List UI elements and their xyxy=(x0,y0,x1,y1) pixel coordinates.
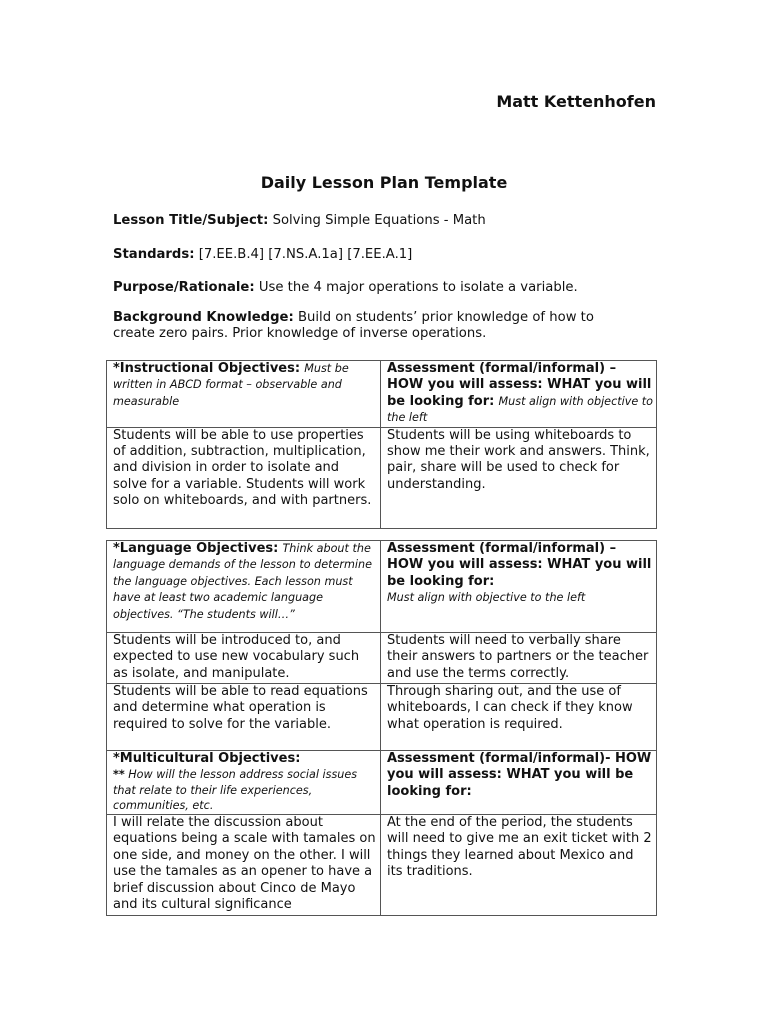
language-assessment-cell: Students will need to verbally share their answers to partners or the teacher and use the terms correctly. xyxy=(381,633,657,684)
lesson-title-field xyxy=(113,213,658,229)
purpose-value: Use the 4 major operations to isolate a variable. xyxy=(258,280,578,295)
multicultural-assessment-header-cell xyxy=(381,751,657,815)
language-objective-cell: Students will be introduced to, and expected to use new vocabulary such as isolate, and manipulate. xyxy=(107,633,381,684)
instructional-header-cell xyxy=(107,361,381,428)
table-row xyxy=(107,427,657,528)
multicultural-objectives-note: How will the lesson address social issues that relate to their life experiences, communities, etc. xyxy=(113,768,358,813)
standards-field xyxy=(113,247,658,263)
table-row xyxy=(107,815,657,916)
language-objective-cell: Students will be able to read equations and determine what operation is required to solve for the variable. xyxy=(107,684,381,751)
multicultural-objectives-heading: *Multicultural Objectives: xyxy=(113,751,301,766)
language-objectives-heading: *Language Objectives: xyxy=(113,541,279,556)
language-assessment-note: Must align with objective to the left xyxy=(387,591,586,605)
standards-value: [7.EE.B.4] [7.NS.A.1a] [7.EE.A.1] xyxy=(198,247,413,262)
multicultural-header-cell xyxy=(107,751,381,815)
instructional-objective-cell: Students will be able to use properties of addition, subtraction, multiplication, and division in order to isolate and solve for a variable. Students will work solo on whiteboards, and with partners. xyxy=(107,427,381,528)
language-assessment-header-cell xyxy=(381,541,657,633)
instructional-objectives-note: Must be written in ABCD format – observable and measurable xyxy=(113,362,349,408)
background-field xyxy=(113,310,638,342)
language-assessment-cell: Through sharing out, and the use of whiteboards, I can check if they know what operation is required. xyxy=(381,684,657,751)
language-objectives-table xyxy=(106,540,657,916)
background-value: Build on students’ prior knowledge of how to create zero pairs. Prior knowledge of inverse operations. xyxy=(113,310,594,341)
language-objectives-note: Think about the language demands of the lesson to determine the language objectives. Each lesson must have at least two academic language objectives. “The students will…” xyxy=(113,542,372,621)
multicultural-objective-cell: I will relate the discussion about equations being a scale with tamales on one side, and money on the other. I will use the tamales as an opener to have a brief discussion about Cinco de Mayo and its cultural significance xyxy=(107,815,381,916)
language-header-cell xyxy=(107,541,381,633)
table-row xyxy=(107,633,657,684)
document-title: Daily Lesson Plan Template xyxy=(260,173,508,192)
instructional-assessment-heading: Assessment (formal/informal) – HOW you will assess: WHAT you will be looking for: xyxy=(387,361,652,409)
instructional-objectives-heading: *Instructional Objectives: xyxy=(113,361,301,376)
instructional-assessment-cell: Students will be using whiteboards to show me their work and answers. Think, pair, share will be used to check for understanding. xyxy=(381,427,657,528)
multicultural-assessment-heading: Assessment (formal/informal)- HOW you will assess: WHAT you will be looking for: xyxy=(387,751,652,799)
multicultural-note-asterisks: ** xyxy=(113,768,125,782)
lesson-title-label: Lesson Title/Subject: xyxy=(113,213,269,228)
instructional-assessment-note: Must align with objective to the left xyxy=(387,394,654,425)
author-name: Matt Kettenhofen xyxy=(496,92,656,111)
table-row xyxy=(107,684,657,751)
background-label: Background Knowledge: xyxy=(113,310,294,325)
instructional-objectives-table xyxy=(106,360,657,529)
multicultural-assessment-cell: At the end of the period, the students will need to give me an exit ticket with 2 things they learned about Mexico and its traditions. xyxy=(381,815,657,916)
standards-label: Standards: xyxy=(113,247,195,262)
purpose-label: Purpose/Rationale: xyxy=(113,280,255,295)
instructional-assessment-header-cell xyxy=(381,361,657,428)
language-assessment-heading: Assessment (formal/informal) – HOW you will assess: WHAT you will be looking for: xyxy=(387,541,652,589)
purpose-field xyxy=(113,280,658,296)
lesson-title-value: Solving Simple Equations - Math xyxy=(272,213,486,228)
